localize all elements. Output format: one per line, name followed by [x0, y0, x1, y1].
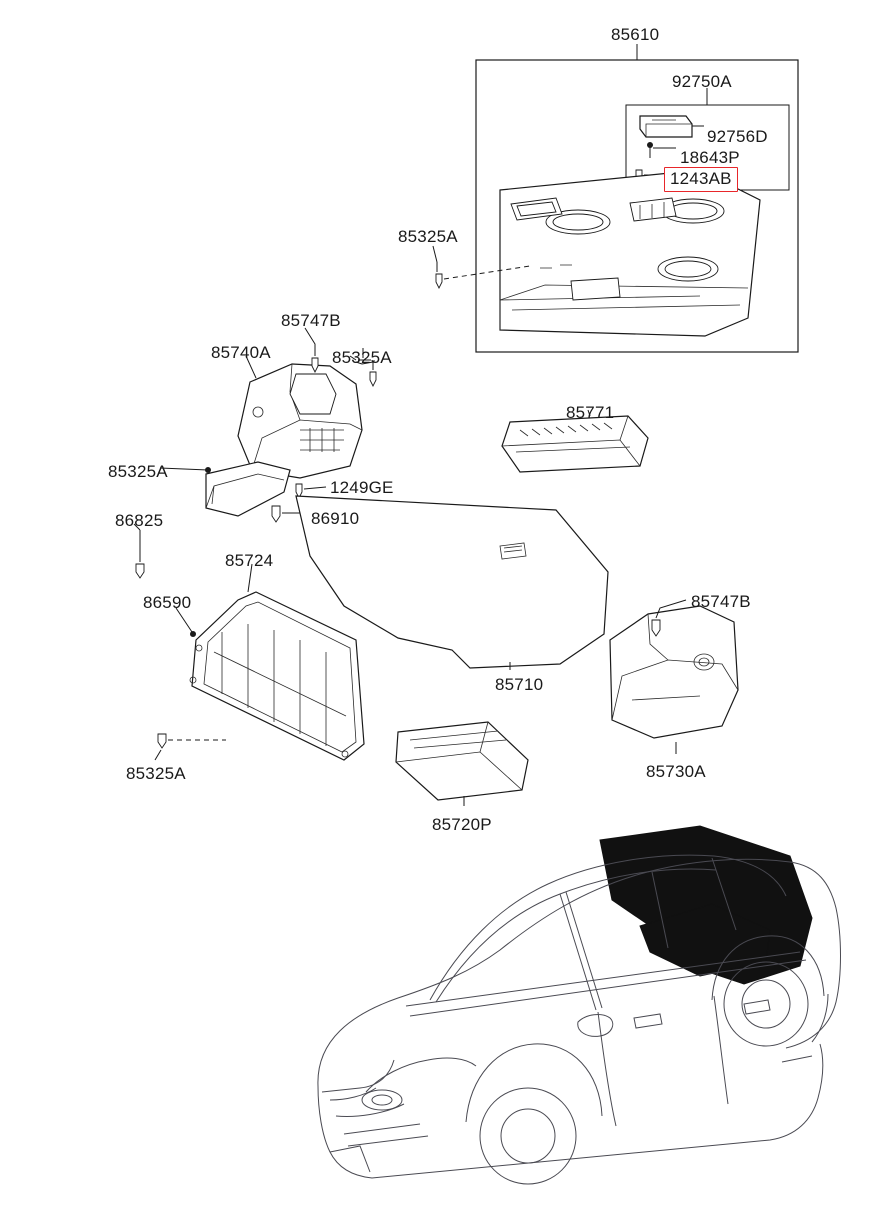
part-label-85325A-lower: 85325A: [126, 764, 186, 783]
part-label-1249GE: 1249GE: [330, 478, 394, 497]
part-label-85730A: 85730A: [646, 762, 706, 781]
part-label-85325A-left-mid: 85325A: [108, 462, 168, 481]
part-label-85720P: 85720P: [432, 815, 492, 834]
part-label-18643P: 18643P: [680, 148, 740, 167]
part-label-85747B-left: 85747B: [281, 311, 341, 330]
part-label-92750A: 92750A: [672, 72, 732, 91]
part-label-86910: 86910: [311, 509, 360, 528]
part-label-92756D: 92756D: [707, 127, 768, 146]
part-label-85771: 85771: [566, 403, 615, 422]
part-label-86590: 86590: [143, 593, 192, 612]
part-label-85710: 85710: [495, 675, 544, 694]
part-label-85724: 85724: [225, 551, 274, 570]
part-label-85740A: 85740A: [211, 343, 271, 362]
part-label-85610: 85610: [611, 25, 660, 44]
part-label-85747B-right: 85747B: [691, 592, 751, 611]
part-label-85325A-left-upper: 85325A: [332, 348, 392, 367]
part-label-86825: 86825: [115, 511, 164, 530]
part-label-85325A-upper: 85325A: [398, 227, 458, 246]
part-label-1243AB-highlighted: 1243AB: [664, 167, 738, 192]
